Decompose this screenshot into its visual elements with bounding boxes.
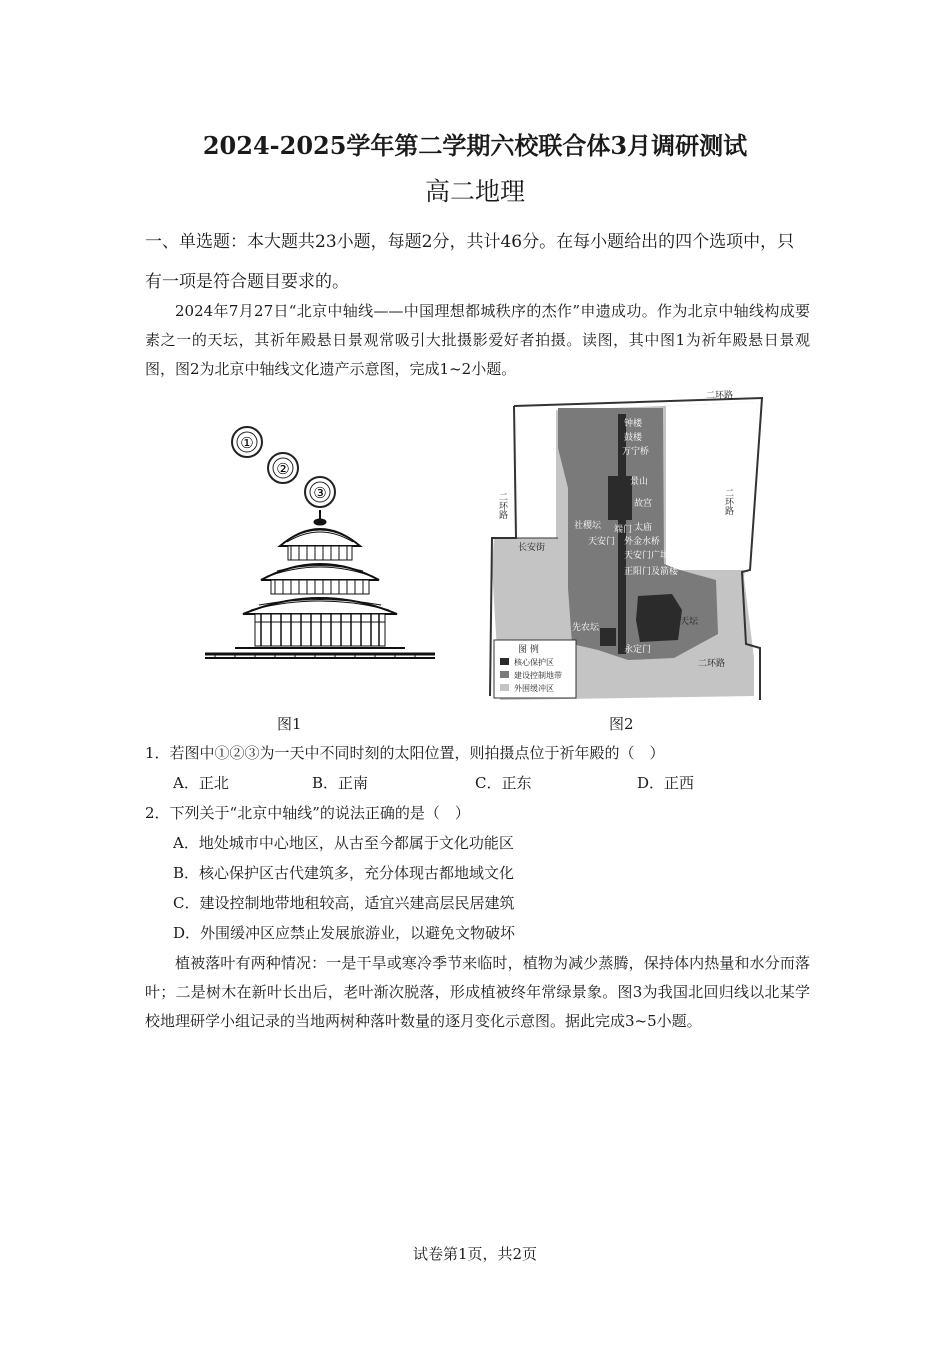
legend-swatch-buffer [500,684,509,691]
page-footer: 试卷第1页，共2页 [412,1245,538,1263]
marker-label-2: ② [276,460,290,478]
legend-swatch-control [500,671,509,678]
q1-option-b: B．正南 [312,774,369,792]
road-label-changan: 长安街 [518,543,546,553]
exam-title: 2024-2025学年第二学期六校联合体3月调研测试 [202,131,748,160]
q2-option-a: A．地处城市中心地区，从古至今都属于文化功能区 [173,834,514,852]
place-label: 正阳门及箭楼 [624,567,679,577]
q1-option-c: C．正东 [475,774,532,792]
road-label-west: 二环路 [497,492,507,519]
intro-paragraph-2: 植被落叶有两种情况：一是干旱或寒冷季节来临时，植物为减少蒸腾，保持体内热量和水分而落叶；二是树木在新叶长出后，老叶渐次脱落，形成植被终年常绿景象。图3为我国北回归线以北某学校地理研学小组记录的当地两树种落叶数量的逐月变化示意图。据此完成3~5小题。 [145,954,810,1030]
figure-1-caption: 图1 [277,715,302,733]
map-legend [494,640,576,698]
marker-label-1: ① [240,434,254,452]
place-label: 社稷坛 [574,521,602,531]
q2-option-c: C．建设控制地带地租较高，适宜兴建高层民居建筑 [173,894,515,912]
sun-marker-1 [232,427,262,457]
place-label: 外金水桥 [624,537,661,547]
core-palace-area [608,476,632,520]
figure-2-caption: 图2 [609,715,634,733]
question-1-stem: 1．若图中①②③为一天中不同时刻的太阳位置，则拍摄点位于祈年殿的（ ） [145,744,665,762]
core-xiannong-area [600,628,616,646]
q2-option-b: B．核心保护区古代建筑多，充分体现古都地域文化 [173,864,515,882]
place-label: 景山 [630,477,649,487]
road-label-south: 二环路 [698,659,726,669]
place-label: 端门 [614,525,633,535]
figure-2-map [488,388,768,706]
marker-label-3: ③ [313,484,327,502]
subject-title: 高二地理 [424,177,525,206]
place-label: 天安门 [588,537,616,547]
q1-option-d: D．正西 [637,774,695,792]
legend-label-control: 建设控制地带 [514,671,562,680]
place-label: 钟楼 [624,419,643,429]
q2-option-d: D．外围缓冲区应禁止发展旅游业，以避免文物破坏 [173,924,516,942]
intro-paragraph-1: 2024年7月27日“北京中轴线——中国理想都城秩序的杰作”申遗成功。作为北京中轴线构成要素之一的天坛，其祈年殿悬日景观常吸引大批摄影爱好者拍摄。读图，其中图1为祈年殿悬日景观图，图2为北京中轴线文化遗产示意图，完成1~2小题。 [145,302,810,378]
legend-swatch-core [500,658,509,665]
figure-1-temple [195,418,465,668]
place-label: 鼓楼 [624,433,643,443]
legend-label-buffer: 外围缓冲区 [514,684,554,693]
place-label: 天坛 [680,617,699,627]
temple-of-heaven-drawing [205,510,435,658]
place-label: 万宁桥 [622,447,650,457]
place-label: 永定门 [624,645,652,655]
sun-marker-3 [305,477,335,507]
legend-title: 图 例 [518,645,539,655]
sun-marker-2 [268,453,298,483]
place-label: 先农坛 [572,623,600,633]
road-label-east: 二环路 [723,488,733,515]
core-temple-area [636,594,682,642]
legend-label-core: 核心保护区 [514,658,554,667]
question-2-stem: 2．下列关于“北京中轴线”的说法正确的是（ ） [145,804,470,822]
blank-area-east [666,402,758,570]
place-label: 故宫 [634,499,653,509]
section-heading: 一、单选题：本大题共23小题，每题2分，共计46分。在每小题给出的四个选项中，只有一项是符合题目要求的。 [145,232,795,292]
blank-area-west [516,410,556,538]
road-label-north: 二环路 [706,391,734,401]
place-label: 太庙 [634,523,653,533]
q1-option-a: A．正北 [173,774,229,792]
place-label: 天安门广场及建筑群 [624,551,706,561]
